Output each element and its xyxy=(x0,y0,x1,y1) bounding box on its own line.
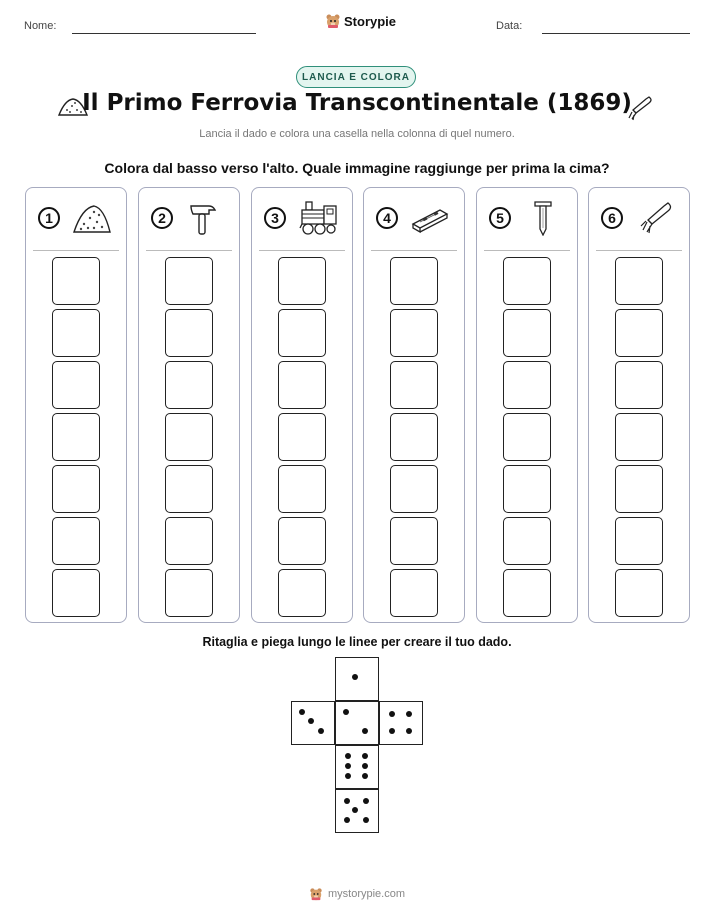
name-line xyxy=(72,33,256,34)
color-box[interactable] xyxy=(503,413,551,461)
color-box[interactable] xyxy=(52,257,100,305)
bear-mascot-icon xyxy=(325,13,341,29)
color-box[interactable] xyxy=(165,465,213,513)
column-number: 5 xyxy=(489,207,511,229)
die-face-4 xyxy=(379,701,423,745)
date-label: Data: xyxy=(496,20,523,32)
cut-instruction: Ritaglia e piega lungo le linee per creare il tuo dado. xyxy=(202,635,512,649)
hammer-icon xyxy=(185,200,225,236)
steam-locomotive-icon xyxy=(298,200,338,236)
color-box[interactable] xyxy=(390,517,438,565)
color-box[interactable] xyxy=(615,517,663,565)
color-box[interactable] xyxy=(390,361,438,409)
color-box[interactable] xyxy=(615,257,663,305)
work-glove-icon xyxy=(635,200,675,236)
activity-badge: LANCIA E COLORA xyxy=(296,66,416,88)
page-title: Il Primo Ferrovia Transcontinentale (1869) xyxy=(82,90,632,116)
die-face-6 xyxy=(335,745,379,789)
color-box[interactable] xyxy=(503,257,551,305)
color-box[interactable] xyxy=(52,309,100,357)
color-box[interactable] xyxy=(278,361,326,409)
color-box[interactable] xyxy=(615,361,663,409)
brand-logo xyxy=(325,13,396,29)
die-face-2 xyxy=(335,701,379,745)
color-box[interactable] xyxy=(503,465,551,513)
bear-mascot-icon xyxy=(309,887,323,901)
color-box[interactable] xyxy=(165,257,213,305)
column-number: 1 xyxy=(38,207,60,229)
color-box[interactable] xyxy=(52,413,100,461)
color-box[interactable] xyxy=(165,361,213,409)
color-box[interactable] xyxy=(52,465,100,513)
color-box[interactable] xyxy=(52,517,100,565)
die-face-1 xyxy=(335,657,379,701)
gravel-pile-icon xyxy=(72,200,112,236)
color-box[interactable] xyxy=(615,569,663,617)
color-box[interactable] xyxy=(52,361,100,409)
color-box[interactable] xyxy=(278,569,326,617)
color-box[interactable] xyxy=(503,569,551,617)
column-1 xyxy=(25,187,127,623)
color-box[interactable] xyxy=(165,569,213,617)
footer-url: mystorypie.com xyxy=(327,888,406,900)
color-box[interactable] xyxy=(278,517,326,565)
column-number: 2 xyxy=(151,207,173,229)
column-5 xyxy=(476,187,578,623)
railroad-spike-icon xyxy=(523,200,563,236)
footer xyxy=(0,887,714,901)
color-box[interactable] xyxy=(503,309,551,357)
die-face-5 xyxy=(335,789,379,833)
color-box[interactable] xyxy=(390,465,438,513)
name-label: Nome: xyxy=(24,20,57,32)
color-box[interactable] xyxy=(390,569,438,617)
date-line xyxy=(542,33,690,34)
color-box[interactable] xyxy=(165,517,213,565)
color-box[interactable] xyxy=(615,309,663,357)
brand-name: Storypie xyxy=(344,13,397,29)
color-box[interactable] xyxy=(390,257,438,305)
color-box[interactable] xyxy=(278,413,326,461)
color-box[interactable] xyxy=(278,465,326,513)
work-glove-icon xyxy=(624,94,654,122)
railroad-tie-icon xyxy=(410,200,450,236)
color-box[interactable] xyxy=(503,361,551,409)
column-number: 4 xyxy=(376,207,398,229)
column-6 xyxy=(588,187,690,623)
column-number: 6 xyxy=(601,207,623,229)
column-4 xyxy=(363,187,465,623)
color-box[interactable] xyxy=(165,413,213,461)
column-number: 3 xyxy=(264,207,286,229)
color-box[interactable] xyxy=(390,413,438,461)
instruction-text: Colora dal basso verso l'alto. Quale immagine raggiunge per prima la cima? xyxy=(104,160,610,176)
color-box[interactable] xyxy=(278,309,326,357)
color-box[interactable] xyxy=(165,309,213,357)
color-box[interactable] xyxy=(52,569,100,617)
column-2 xyxy=(138,187,240,623)
color-box[interactable] xyxy=(503,517,551,565)
color-box[interactable] xyxy=(278,257,326,305)
color-box[interactable] xyxy=(615,413,663,461)
color-box[interactable] xyxy=(615,465,663,513)
die-face-3 xyxy=(291,701,335,745)
color-box[interactable] xyxy=(390,309,438,357)
subtitle: Lancia il dado e colora una casella nella colonna di quel numero. xyxy=(199,128,515,140)
column-3 xyxy=(251,187,353,623)
